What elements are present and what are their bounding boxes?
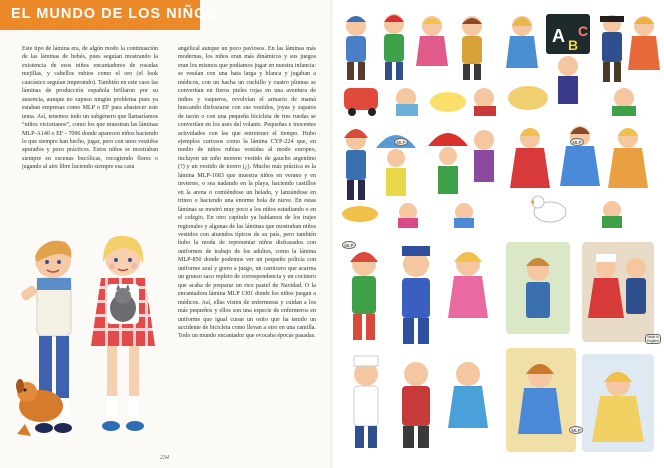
svg-text:B: B: [568, 37, 579, 53]
scrap-sheet-kids-playing: [336, 6, 501, 116]
body-text-column-2: angelical aunque un poco paviosos. En las láminas más modernas, los niños eran más dinámicos y sus juegos eran los mismos que podíamos jugar en nuestra infancia: se vestían con una bata larga y blanca y jugaban a médicos, con un hacha un cuchillo y cuatro plumas se convertían en fieros pieles rojas en una aventura de indios y vaqueros, revolvían el armario de mamá buscando disfrazarse con sus vestidos, joyas y zapatos de tacón o con una pequeña bicicleta de tres ruedas se convertían en los ases del volante. Pequeñas e inocentes actividades con las que entretener el tiempo. Hubo ejemplos curiosos como la lámina CYP-224 que, en medio de niños rubias vestidas al modo europeo, incluyen un niño moreno vestido de gaucho argentino (?) y un vestido de torero (¿). Mucho más práctica es la lámina MLP-1683 que muestra niños en verano y en invierno, o sea nadando en la playa, haciendo castillos en la arena o comiéndose un helado, y lanzándose en trineo o haciendo una enorme bola de nieve. En estas láminas se mostró muy poco a los niños estudiando o en el colegio. En otro capítulo ya hablamos de los trajes regionales y algunas de las láminas que mostraban niños vestidos con atuendos típicos de su país, pero también hubo la moda de representar niños disfrazados con uniformes de trabajo de los adultos, como la lámina MLP-850 donde podemos ver un pequeño policía con uniforme azul y gorro a juego, un carnicero que acarrea un grueso saco repleto de correspondencia y un cocinero que acaba de preparar un rico pastel de Navidad. O la encantadora lámina MLP 1301 donde los niños juegan a médicos. Así, ellas visten de enfermeras y cuidan a los más pequeños y ellos son una especie de enfermeros en uniforme que igual curan un osito que ha tenido un accidente de bicicleta como llevan a otro en una camilla. Todo un mundo encantador que evocaba épocas pasadas.: [178, 46, 316, 340]
scrap-sheet-costume-kids: [336, 234, 496, 460]
svg-text:A: A: [552, 26, 565, 46]
origin-badge: Made in England: [645, 334, 661, 344]
maker-badge: MLP: [569, 426, 583, 434]
body-text-column-1: Este tipo de lámina era, de algún modo la continuación de las láminas de bebés, pues seguían mostrando la existencia de esos niños encantadores de rosadas mejillas, y cabellos rubios como el oro (el look caucásico seguían imperando). También en este caso las láminas de producción española brillaron por su ausencia, aunque no supuso ningún problema pues ya estaban empresas como MLP o EF para abastecer este tema. Así, tenemos todo un subgénero que llamaríamos “niños victorianos”, como los que muestran las láminas MLP-A140 o EF - 7096 donde aparecen niños haciendo lo que siempre han hecho, jugar, pero con unos vestidos apurados y poco prácticos. Estos niños se mostraban siempre en escenas bucólicas, recogiendo flores o jugando al aire libre luciendo siempre esa cara: [22, 46, 158, 171]
svg-text:C: C: [578, 23, 589, 39]
chapter-title-bar: [0, 0, 218, 30]
maker-badge: MLP: [342, 241, 356, 249]
scrap-sheet-school-abc: [504, 6, 660, 116]
children-with-pets-illustration: [15, 228, 165, 460]
maker-badge: MLP: [394, 138, 408, 146]
scrap-sheet-umbrella-kids: [336, 118, 501, 228]
maker-badge: MLP: [570, 138, 584, 146]
chapter-title: EL MUNDO DE LOS NIÑOS: [11, 6, 218, 22]
right-page: [332, 0, 664, 468]
book-gutter: [330, 0, 334, 468]
scrap-sheet-girls-duck: [504, 118, 660, 228]
page-number: 234: [160, 455, 169, 461]
